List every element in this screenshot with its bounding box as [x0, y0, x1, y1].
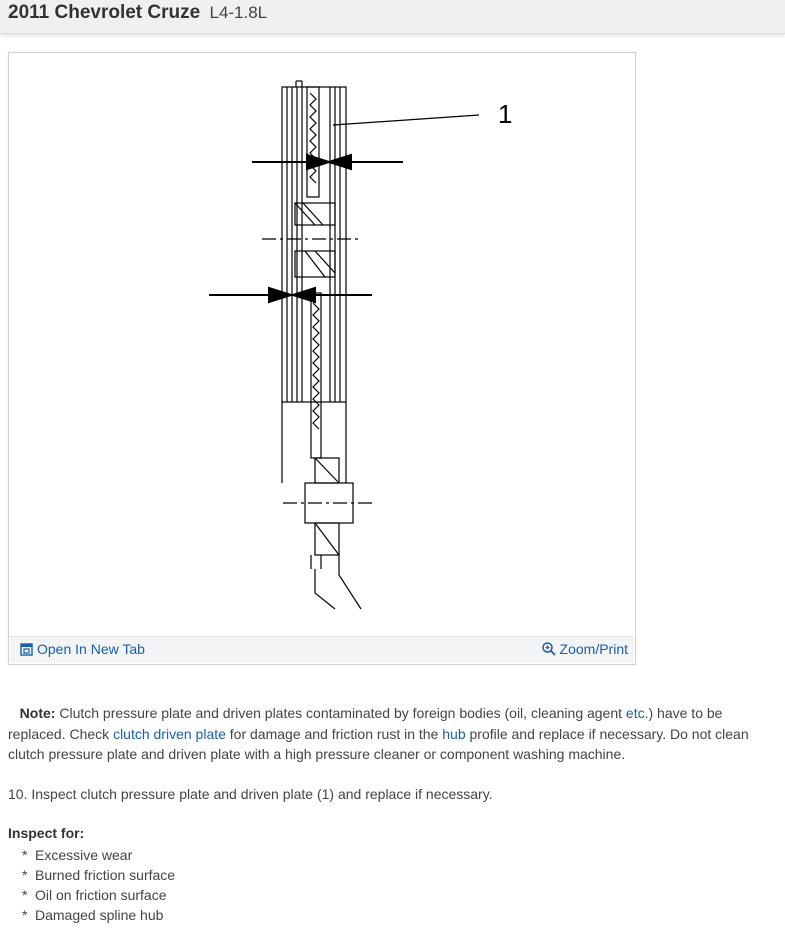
list-item-text: Damaged spline hub	[35, 907, 164, 923]
note-text-2: ) have to be replaced. Check	[8, 705, 723, 742]
vehicle-name: 2011 Chevrolet Cruze	[8, 2, 201, 23]
clutch-plate-diagram	[9, 53, 635, 638]
callout-label: 1	[498, 99, 513, 129]
page-title	[8, 2, 267, 24]
hub-link[interactable]: hub	[442, 725, 466, 742]
note-text-1: Clutch pressure plate and driven plates contaminated by foreign bodies (oil, cleaning agent	[55, 705, 626, 721]
list-item-text: Burned friction surface	[35, 867, 176, 883]
figure-footer	[10, 636, 634, 663]
bullet-mark: *	[22, 887, 28, 903]
engine-spec: L4-1.8L	[209, 3, 268, 22]
note-label: Note:	[19, 705, 56, 721]
bullet-mark: *	[22, 867, 28, 883]
open-in-new-tab-link[interactable]	[20, 641, 145, 657]
note-paragraph	[8, 703, 768, 765]
etc-link[interactable]: etc.	[625, 705, 649, 721]
note-text-3: for damage and friction rust in the	[225, 725, 443, 742]
clutch-driven-plate-link[interactable]: clutch driven plate	[113, 725, 226, 742]
zoom-print-link[interactable]	[542, 641, 628, 657]
figure-panel	[8, 52, 636, 665]
list-item-text: Excessive wear	[35, 847, 133, 863]
step-instruction: 10. Inspect clutch pressure plate and driven plate (1) and replace if necessary.	[8, 786, 493, 802]
open-in-new-tab-label: Open In New Tab	[37, 641, 145, 657]
list-item	[22, 845, 175, 865]
zoom-icon	[542, 642, 556, 656]
list-item-text: Oil on friction surface	[35, 887, 167, 903]
open-new-tab-icon	[20, 643, 33, 656]
list-item	[22, 885, 175, 905]
inspect-title: Inspect for:	[8, 825, 85, 841]
bullet-mark: *	[22, 847, 28, 863]
page-header	[0, 0, 785, 34]
list-item	[22, 865, 175, 885]
bullet-mark: *	[22, 907, 28, 923]
inspect-list	[22, 845, 175, 925]
note-text-4: profile and replace if necessary. Do not clean clutch pressure plate and driven plate with a high pressure cleaner or component washing machine.	[8, 725, 749, 762]
zoom-print-label: Zoom/Print	[559, 641, 628, 657]
list-item	[22, 905, 175, 925]
